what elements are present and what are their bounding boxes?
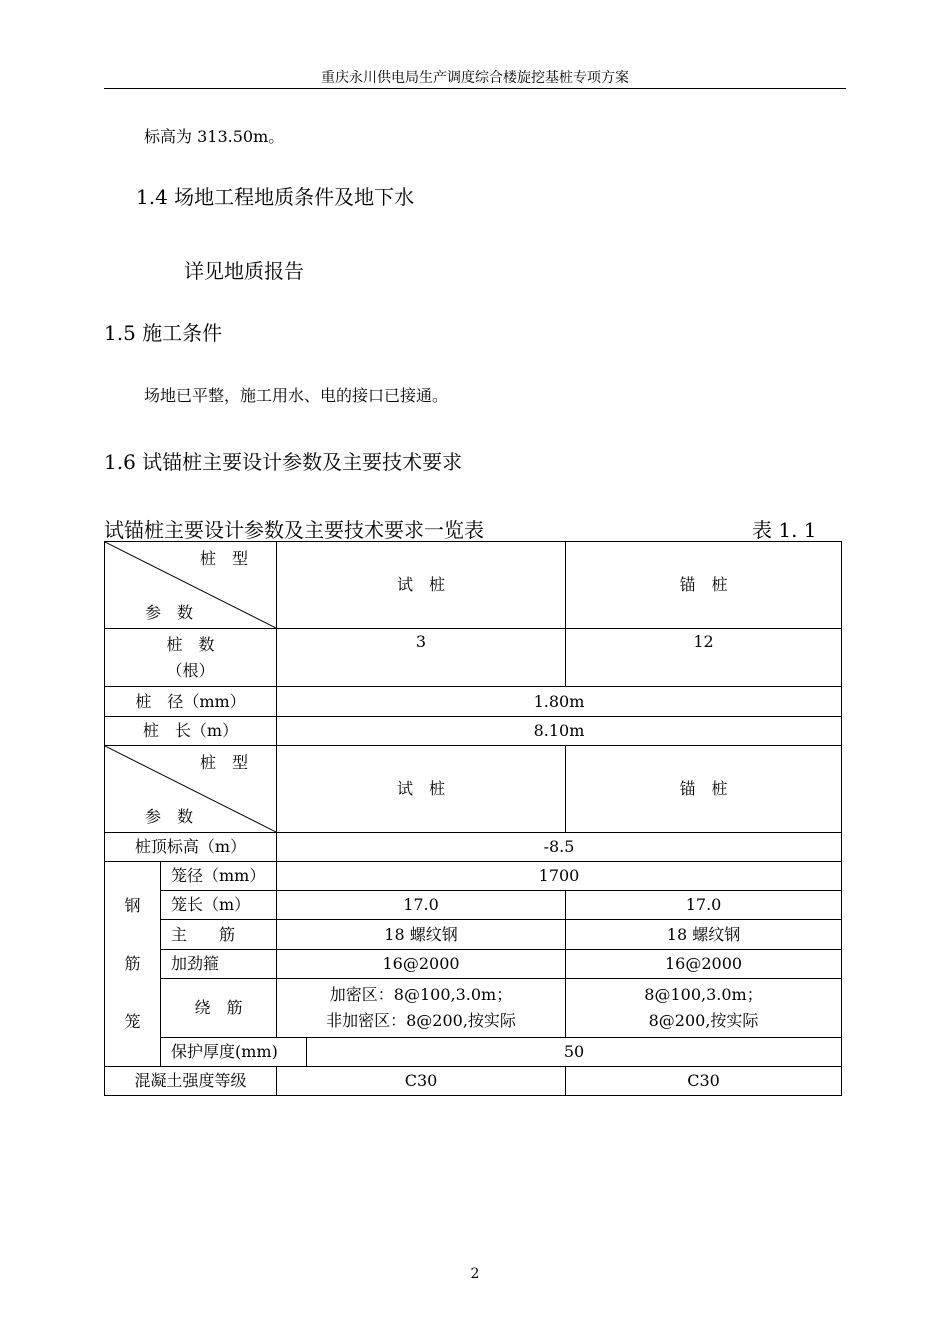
table-row xyxy=(105,717,842,746)
main-bar-anchor: 18 螺纹钢 xyxy=(566,920,842,950)
col-anchor-pile: 锚 桩 xyxy=(566,542,842,629)
table-row xyxy=(105,979,842,1038)
steel-cage-char-2: 筋 xyxy=(124,954,141,973)
table-caption: 试锚桩主要设计参数及主要技术要求一览表 xyxy=(104,518,484,542)
pile-count-test: 3 xyxy=(277,629,566,687)
cage-length-test: 17.0 xyxy=(277,891,566,920)
header-rule xyxy=(104,88,846,89)
col-test-pile: 试 桩 xyxy=(277,542,566,629)
section-1-6-heading: 1.6 试锚桩主要设计参数及主要技术要求 xyxy=(104,450,463,474)
spiral-bar-anchor xyxy=(566,979,842,1038)
steel-cage-char-3: 笼 xyxy=(124,1012,141,1031)
cage-diameter-value: 1700 xyxy=(277,862,842,891)
pile-count-label-line1: 桩 数 xyxy=(166,634,215,654)
spiral-bar-anchor-line1: 8@100,3.0m； xyxy=(644,985,763,1004)
table-row xyxy=(105,1067,842,1096)
main-bar-label: 主 筋 xyxy=(161,920,277,950)
steel-cage-group-label xyxy=(105,862,161,1067)
steel-cage-char-1: 钢 xyxy=(124,896,141,915)
col-test-pile: 试 桩 xyxy=(277,746,566,833)
diagonal-header-cell xyxy=(105,542,277,629)
diag-pile-type-label: 桩 型 xyxy=(199,549,248,568)
pile-top-elevation-value: -8.5 xyxy=(277,833,842,862)
pile-length-value: 8.10m xyxy=(277,717,842,746)
stiffener-anchor: 16@2000 xyxy=(566,950,842,979)
pile-diameter-label: 桩 径（mm） xyxy=(105,687,277,717)
table-row xyxy=(105,542,842,629)
pile-count-label-line2: （根） xyxy=(166,660,215,680)
table-row xyxy=(105,862,842,891)
page-number: 2 xyxy=(470,1266,480,1282)
table-row xyxy=(105,1038,842,1067)
page-header-title: 重庆永川供电局生产调度综合楼旋挖基桩专项方案 xyxy=(321,70,629,86)
section-1-5-heading: 1.5 施工条件 xyxy=(104,321,223,345)
spiral-bar-anchor-line2: 8@200,按实际 xyxy=(648,1011,759,1030)
pile-top-elevation-label: 桩顶标高（m） xyxy=(105,833,277,862)
cover-thickness-label: 保护厚度(mm) xyxy=(161,1038,307,1067)
cage-diameter-label: 笼径（mm） xyxy=(161,862,277,891)
spiral-bar-test-line2: 非加密区：8@200,按实际 xyxy=(326,1011,516,1030)
stiffener-test: 16@2000 xyxy=(277,950,566,979)
concrete-grade-test: C30 xyxy=(277,1067,566,1096)
diag-parameter-label: 参 数 xyxy=(145,603,194,622)
spiral-bar-label: 绕 筋 xyxy=(161,979,277,1038)
diagonal-header-cell-2 xyxy=(105,746,277,833)
section-1-4-heading: 1.4 场地工程地质条件及地下水 xyxy=(136,185,415,209)
pile-count-label xyxy=(105,629,277,687)
table-row xyxy=(105,950,842,979)
section-1-4-text: 详见地质报告 xyxy=(184,259,304,283)
diag-pile-type-label: 桩 型 xyxy=(199,753,248,772)
stiffener-label: 加劲箍 xyxy=(161,950,277,979)
spiral-bar-test xyxy=(277,979,566,1038)
concrete-grade-label: 混凝土强度等级 xyxy=(105,1067,277,1096)
table-row xyxy=(105,920,842,950)
pile-diameter-value: 1.80m xyxy=(277,687,842,717)
cage-length-label: 笼长（m） xyxy=(161,891,277,920)
cage-length-anchor: 17.0 xyxy=(566,891,842,920)
pile-count-anchor: 12 xyxy=(566,629,842,687)
table-row xyxy=(105,687,842,717)
col-anchor-pile: 锚 桩 xyxy=(566,746,842,833)
table-row xyxy=(105,746,842,833)
table-row xyxy=(105,891,842,920)
main-bar-test: 18 螺纹钢 xyxy=(277,920,566,950)
table-row xyxy=(105,629,842,687)
section-1-5-text: 场地已平整，施工用水、电的接口已接通。 xyxy=(144,386,449,405)
design-parameters-table xyxy=(104,541,842,1096)
cover-thickness-value: 50 xyxy=(307,1038,842,1067)
spiral-bar-test-line1: 加密区：8@100,3.0m； xyxy=(329,985,513,1004)
table-number: 表 1. 1 xyxy=(752,518,817,542)
elevation-line: 标高为 313.50m。 xyxy=(144,127,285,146)
concrete-grade-anchor: C30 xyxy=(566,1067,842,1096)
table-row xyxy=(105,833,842,862)
diag-parameter-label: 参 数 xyxy=(145,807,194,826)
pile-length-label: 桩 长（m） xyxy=(105,717,277,746)
